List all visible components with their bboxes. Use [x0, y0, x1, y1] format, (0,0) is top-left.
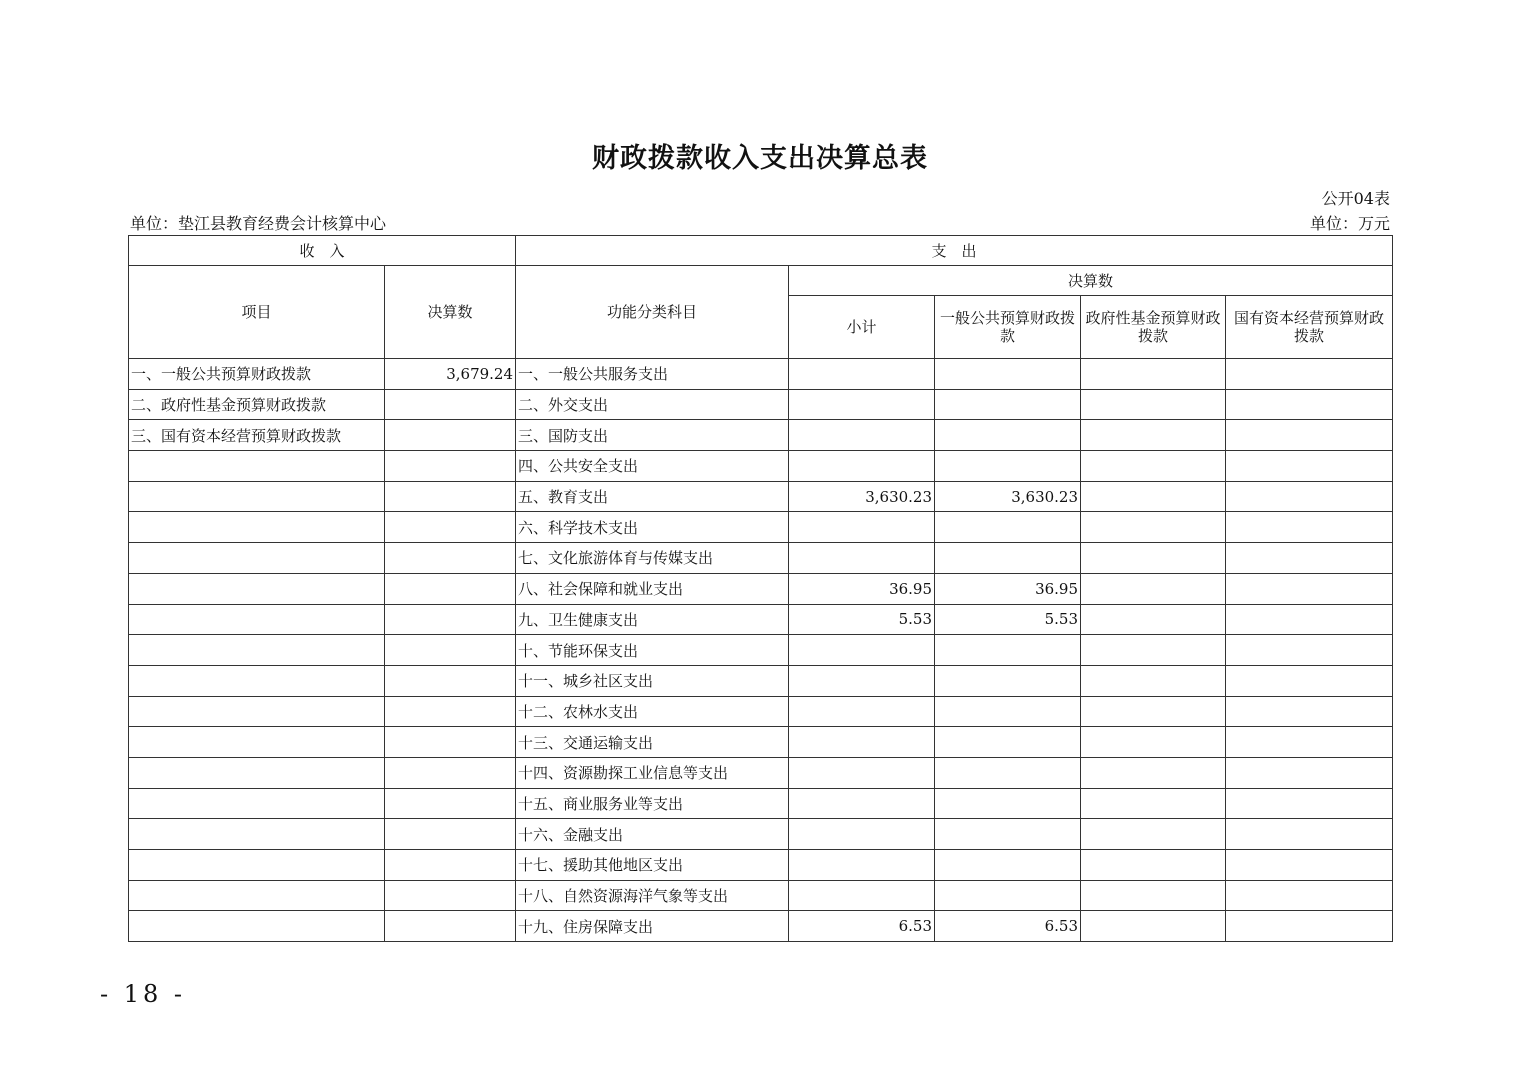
form-number: 公开04表: [1321, 189, 1390, 208]
state-capital-cell: [1226, 481, 1393, 512]
income-amount-cell: [385, 635, 516, 666]
income-amount-cell: [385, 389, 516, 420]
state-capital-header: 国有资本经营预算财政拨款: [1226, 296, 1393, 359]
subtotal-cell: [789, 757, 935, 788]
gov-fund-cell: [1081, 635, 1226, 666]
income-item-cell: 二、政府性基金预算财政拨款: [129, 389, 385, 420]
income-amount-cell: [385, 420, 516, 451]
gov-fund-cell: [1081, 389, 1226, 420]
general-budget-cell: [935, 451, 1081, 482]
income-item-cell: [129, 451, 385, 482]
table-row: [129, 788, 1393, 819]
subtotal-cell: [789, 420, 935, 451]
general-budget-cell: [935, 850, 1081, 881]
expense-item-cell: 六、科学技术支出: [516, 512, 789, 543]
general-budget-cell: [935, 696, 1081, 727]
income-item-cell: [129, 880, 385, 911]
general-budget-cell: [935, 420, 1081, 451]
final-amount-header: 决算数: [789, 266, 1393, 296]
subtotal-cell: [789, 665, 935, 696]
income-item-cell: [129, 696, 385, 727]
gov-fund-cell: [1081, 727, 1226, 758]
subtotal-cell: [789, 727, 935, 758]
income-amount-cell: [385, 757, 516, 788]
income-amount-cell: [385, 788, 516, 819]
gov-fund-cell: [1081, 512, 1226, 543]
state-capital-cell: [1226, 512, 1393, 543]
state-capital-cell: [1226, 880, 1393, 911]
expense-item-cell: 八、社会保障和就业支出: [516, 573, 789, 604]
table-row: [129, 880, 1393, 911]
state-capital-cell: [1226, 665, 1393, 696]
gov-fund-cell: [1081, 696, 1226, 727]
state-capital-cell: [1226, 819, 1393, 850]
expense-item-cell: 七、文化旅游体育与传媒支出: [516, 543, 789, 574]
subtotal-cell: [789, 819, 935, 850]
page-title: 财政拨款收入支出决算总表: [592, 143, 928, 174]
expense-item-cell: 十一、城乡社区支出: [516, 665, 789, 696]
income-amount-cell: [385, 819, 516, 850]
state-capital-cell: [1226, 543, 1393, 574]
budget-table: [128, 235, 1393, 942]
gov-fund-header: 政府性基金预算财政拨款: [1081, 296, 1226, 359]
income-item-cell: [129, 911, 385, 942]
income-item-cell: [129, 850, 385, 881]
table-row: [129, 451, 1393, 482]
expense-item-cell: 二、外交支出: [516, 389, 789, 420]
income-item-cell: [129, 573, 385, 604]
gov-fund-cell: [1081, 451, 1226, 482]
expense-header: 支 出: [516, 236, 1393, 266]
general-budget-cell: [935, 727, 1081, 758]
income-amount-cell: [385, 481, 516, 512]
income-amount-cell: [385, 696, 516, 727]
income-amount-cell: [385, 665, 516, 696]
gov-fund-cell: [1081, 573, 1226, 604]
subtotal-cell: [789, 512, 935, 543]
income-amount-cell: [385, 727, 516, 758]
income-item-cell: 一、一般公共预算财政拨款: [129, 359, 385, 390]
expense-item-cell: 十九、住房保障支出: [516, 911, 789, 942]
table-row: [129, 604, 1393, 635]
function-item-header: 功能分类科目: [516, 266, 789, 359]
table-row: [129, 911, 1393, 942]
gov-fund-cell: [1081, 665, 1226, 696]
income-amount-cell: [385, 880, 516, 911]
subtotal-cell: [789, 451, 935, 482]
expense-item-cell: 十五、商业服务业等支出: [516, 788, 789, 819]
state-capital-cell: [1226, 389, 1393, 420]
table-row: [129, 543, 1393, 574]
general-budget-cell: [935, 389, 1081, 420]
table-row: [129, 573, 1393, 604]
gov-fund-cell: [1081, 788, 1226, 819]
subtotal-cell: 5.53: [789, 604, 935, 635]
page-number: - 18 -: [100, 980, 187, 1008]
gov-fund-cell: [1081, 543, 1226, 574]
general-budget-cell: [935, 757, 1081, 788]
subtotal-cell: [789, 359, 935, 390]
gov-fund-cell: [1081, 880, 1226, 911]
gov-fund-cell: [1081, 911, 1226, 942]
item-header: 项目: [129, 266, 385, 359]
subtotal-cell: [789, 543, 935, 574]
expense-item-cell: 九、卫生健康支出: [516, 604, 789, 635]
subtotal-cell: [789, 850, 935, 881]
expense-item-cell: 十四、资源勘探工业信息等支出: [516, 757, 789, 788]
gov-fund-cell: [1081, 757, 1226, 788]
general-budget-cell: [935, 665, 1081, 696]
general-budget-cell: [935, 359, 1081, 390]
income-item-cell: [129, 512, 385, 543]
state-capital-cell: [1226, 911, 1393, 942]
state-capital-cell: [1226, 788, 1393, 819]
expense-item-cell: 一、一般公共服务支出: [516, 359, 789, 390]
income-item-cell: [129, 727, 385, 758]
income-amount-cell: [385, 512, 516, 543]
income-amount-cell: [385, 451, 516, 482]
general-budget-cell: 36.95: [935, 573, 1081, 604]
table-row: [129, 819, 1393, 850]
expense-item-cell: 四、公共安全支出: [516, 451, 789, 482]
income-item-cell: [129, 635, 385, 666]
state-capital-cell: [1226, 573, 1393, 604]
general-budget-cell: [935, 543, 1081, 574]
table-row: [129, 512, 1393, 543]
subtotal-cell: [789, 788, 935, 819]
gov-fund-cell: [1081, 420, 1226, 451]
income-header: 收 入: [129, 236, 516, 266]
amount-header: 决算数: [385, 266, 516, 359]
state-capital-cell: [1226, 635, 1393, 666]
table-row: [129, 359, 1393, 390]
subtotal-cell: 3,630.23: [789, 481, 935, 512]
expense-item-cell: 五、教育支出: [516, 481, 789, 512]
table-row: [129, 635, 1393, 666]
expense-item-cell: 十二、农林水支出: [516, 696, 789, 727]
state-capital-cell: [1226, 850, 1393, 881]
income-amount-cell: [385, 911, 516, 942]
general-budget-header: 一般公共预算财政拨款: [935, 296, 1081, 359]
state-capital-cell: [1226, 757, 1393, 788]
general-budget-cell: [935, 512, 1081, 543]
subtotal-cell: 6.53: [789, 911, 935, 942]
gov-fund-cell: [1081, 359, 1226, 390]
state-capital-cell: [1226, 420, 1393, 451]
income-item-cell: [129, 757, 385, 788]
table-row: [129, 757, 1393, 788]
general-budget-cell: [935, 635, 1081, 666]
income-item-cell: [129, 665, 385, 696]
income-amount-cell: [385, 850, 516, 881]
expense-item-cell: 十七、援助其他地区支出: [516, 850, 789, 881]
general-budget-cell: 6.53: [935, 911, 1081, 942]
general-budget-cell: [935, 819, 1081, 850]
expense-item-cell: 十、节能环保支出: [516, 635, 789, 666]
table-row: [129, 696, 1393, 727]
subtotal-header: 小计: [789, 296, 935, 359]
expense-item-cell: 十六、金融支出: [516, 819, 789, 850]
general-budget-cell: 3,630.23: [935, 481, 1081, 512]
subtotal-cell: 36.95: [789, 573, 935, 604]
state-capital-cell: [1226, 604, 1393, 635]
table-row: [129, 727, 1393, 758]
income-amount-cell: [385, 604, 516, 635]
income-item-cell: [129, 543, 385, 574]
income-amount-cell: [385, 543, 516, 574]
table-row: [129, 389, 1393, 420]
expense-item-cell: 十八、自然资源海洋气象等支出: [516, 880, 789, 911]
subtotal-cell: [789, 389, 935, 420]
state-capital-cell: [1226, 451, 1393, 482]
table-row: [129, 850, 1393, 881]
income-amount-cell: [385, 573, 516, 604]
income-item-cell: [129, 604, 385, 635]
income-item-cell: [129, 788, 385, 819]
unit-currency: 单位：万元: [1309, 214, 1390, 233]
state-capital-cell: [1226, 696, 1393, 727]
table-row: [129, 420, 1393, 451]
income-item-cell: [129, 819, 385, 850]
income-amount-cell: 3,679.24: [385, 359, 516, 390]
income-item-cell: 三、国有资本经营预算财政拨款: [129, 420, 385, 451]
general-budget-cell: 5.53: [935, 604, 1081, 635]
subtotal-cell: [789, 635, 935, 666]
gov-fund-cell: [1081, 481, 1226, 512]
state-capital-cell: [1226, 727, 1393, 758]
subtotal-cell: [789, 880, 935, 911]
gov-fund-cell: [1081, 604, 1226, 635]
expense-item-cell: 三、国防支出: [516, 420, 789, 451]
general-budget-cell: [935, 880, 1081, 911]
table-row: [129, 481, 1393, 512]
unit-organization: 单位：垫江县教育经费会计核算中心: [130, 214, 387, 233]
general-budget-cell: [935, 788, 1081, 819]
expense-item-cell: 十三、交通运输支出: [516, 727, 789, 758]
income-item-cell: [129, 481, 385, 512]
subtotal-cell: [789, 696, 935, 727]
table-row: [129, 665, 1393, 696]
state-capital-cell: [1226, 359, 1393, 390]
gov-fund-cell: [1081, 850, 1226, 881]
gov-fund-cell: [1081, 819, 1226, 850]
